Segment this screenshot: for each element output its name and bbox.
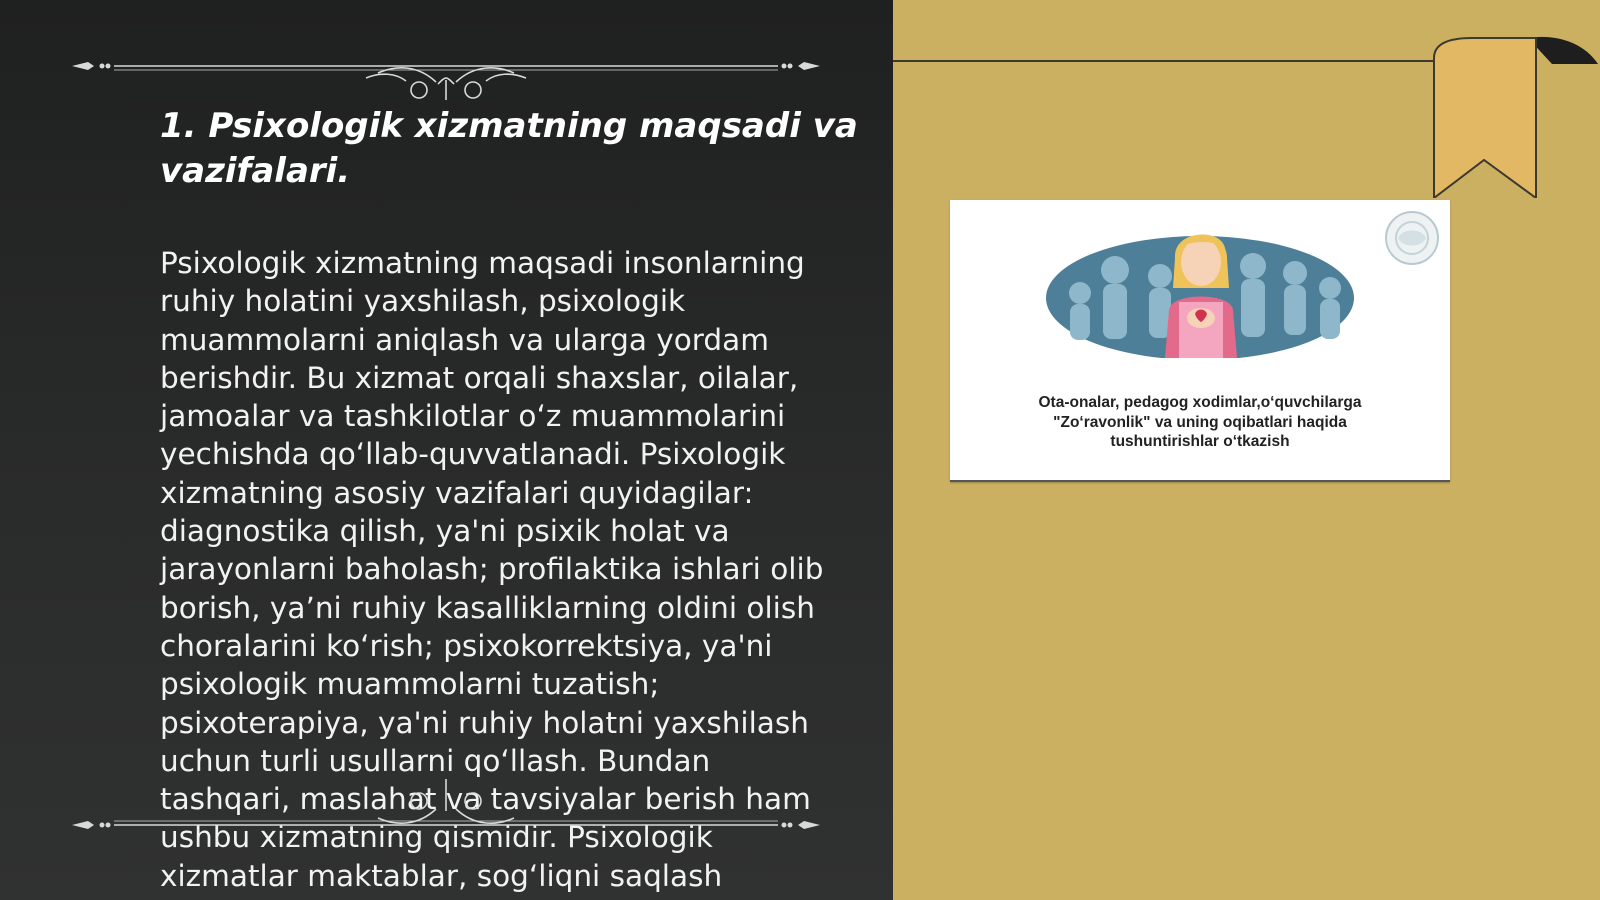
slide-body-text: Psixologik xizmatning maqsadi insonlarning ruhiy holatini yaxshilash, psixologik muammolarni aniqlash va ularga yordam berishdir. Bu xizmat orqali shaxslar, oilalar, jamoalar va tashkilotlar oʻz muammolarini yechishda qoʻllab-quvvatlanadi. Psixologik xizmatning asosiy vazifalari quyidagilar: diagnostika qilish, ya'ni psixik holat va jarayonlarni baholash; profilaktika ishlari olib borish, yaʼni ruhiy kasalliklarning oldini olish choralarini koʻrish; psixokorrektsiya, ya'ni psixologik muammolarni tuzatish; psixoterapiya, ya'ni ruhiy holatni yaxshilash uchun turli usullarni qoʻllash. Bundan tashqari, maslahat va tavsiyalar berish ham ushbu xizmatning qismidir. Psixologik xizmatlar maktablar, sogʻliqni saqlash [160, 246, 824, 893]
group-of-people-illustration [1045, 218, 1360, 358]
card-caption: Ota-onalar, pedagog xodimlar,oʻquvchilarga "Zoʻravonlik" va uning oqibatlari haqida tushuntirishlar oʻtkazish [1038, 394, 1362, 450]
bottom-ornament-divider [66, 775, 826, 835]
top-ornament-divider [66, 40, 826, 100]
card-bottom-border [950, 480, 1450, 482]
bookmark-icon [1432, 36, 1600, 198]
emblem-icon [1382, 208, 1442, 268]
slide-title: 1. Psixologik xizmatning maqsadi va vazifalari. [160, 106, 858, 191]
decorative-line [893, 60, 1438, 62]
image-card [950, 200, 1450, 482]
